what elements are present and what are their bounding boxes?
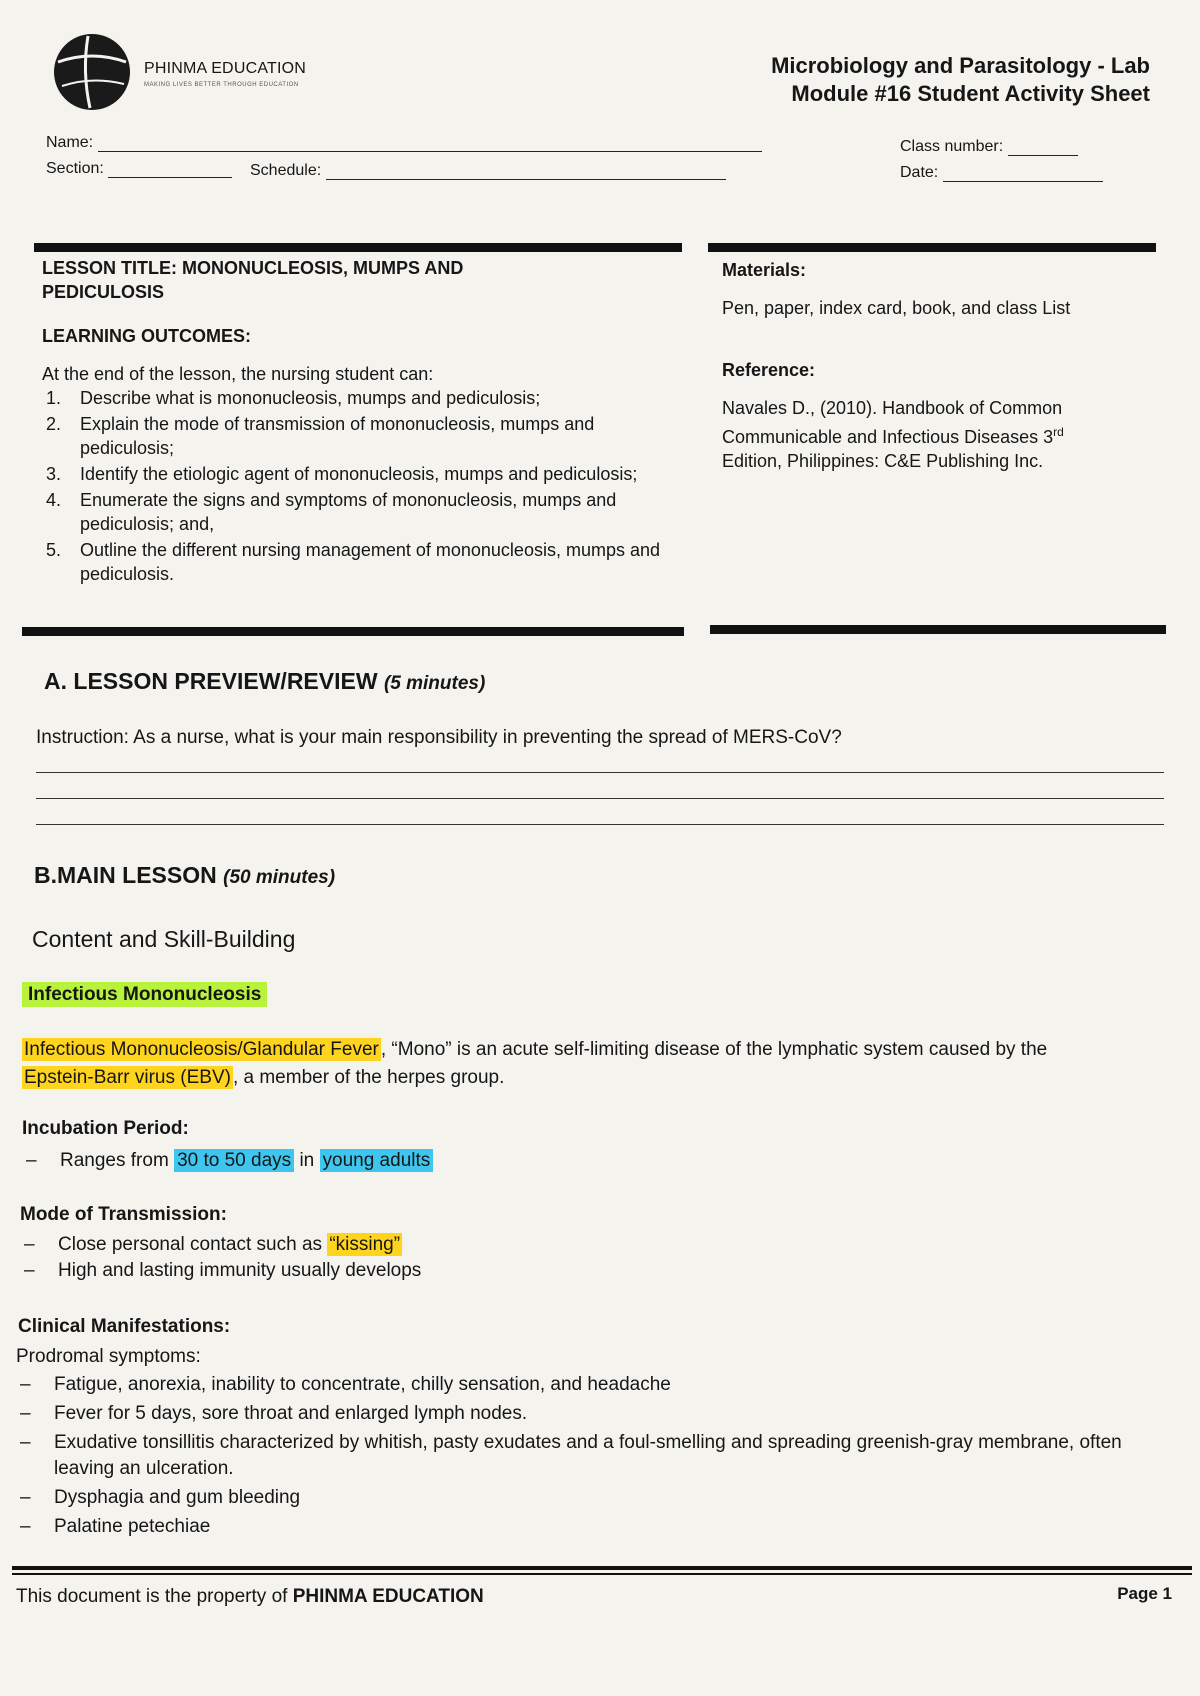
materials-box-top-border xyxy=(708,243,1156,252)
outcome-text: Explain the mode of transmission of mononucleosis, mumps and pediculosis; xyxy=(80,414,595,458)
transmission-text: High and lasting immunity usually develops xyxy=(58,1260,422,1281)
outcome-item xyxy=(42,462,662,486)
incubation-mid: in xyxy=(299,1150,315,1171)
outcome-number: 3. xyxy=(46,464,62,484)
prodromal-label: Prodromal symptoms: xyxy=(16,1346,201,1367)
transmission-heading: Mode of Transmission: xyxy=(20,1204,227,1225)
name-label: Name: xyxy=(46,134,94,151)
symptom-item xyxy=(16,1514,1136,1540)
symptom-text: Fever for 5 days, sore throat and enlarged lymph nodes. xyxy=(54,1403,528,1424)
answer-line-3[interactable] xyxy=(36,824,1164,825)
phinma-logo xyxy=(52,32,352,112)
transmission-list xyxy=(20,1232,421,1284)
section-b-duration: (50 minutes) xyxy=(223,867,336,888)
schedule-label: Schedule: xyxy=(250,162,322,179)
symptom-item xyxy=(16,1401,1136,1427)
schedule-line[interactable] xyxy=(326,163,726,180)
transmission-item xyxy=(20,1258,421,1284)
footer-prefix: This document is the property of xyxy=(16,1586,288,1607)
title-line-2: Module #16 Student Activity Sheet xyxy=(791,81,1150,106)
incubation-item xyxy=(22,1148,433,1174)
logo-name: PHINMA EDUCATION xyxy=(144,60,307,77)
symptom-text: Fatigue, anorexia, inability to concentrate, chilly sensation, and headache xyxy=(54,1374,671,1395)
outcome-item xyxy=(42,412,662,460)
lesson-box-top-border xyxy=(34,243,682,252)
footer-brand: PHINMA EDUCATION xyxy=(292,1586,484,1607)
answer-line-2[interactable] xyxy=(36,798,1164,799)
incubation-list xyxy=(22,1148,433,1174)
title-line-1: Microbiology and Parasitology - Lab xyxy=(771,53,1150,78)
symptom-text: Exudative tonsillitis characterized by whitish, pasty exudates and a foul-smelling and spreading greenish-gray membrane, often leaving an ulceration. xyxy=(54,1432,1122,1479)
footer-border-bottom xyxy=(12,1573,1192,1575)
outcome-text: Describe what is mononucleosis, mumps and pediculosis; xyxy=(80,388,541,408)
schedule-field[interactable] xyxy=(250,162,726,180)
reference-line-2 xyxy=(722,420,1142,449)
name-field[interactable] xyxy=(46,134,762,152)
logo-tagline: MAKING LIVES BETTER THROUGH EDUCATION xyxy=(144,82,299,88)
date-label: Date: xyxy=(900,164,939,181)
symptom-item xyxy=(16,1372,1136,1398)
topic-title: Infectious Mononucleosis xyxy=(22,982,267,1007)
name-line[interactable] xyxy=(98,135,762,152)
incubation-days: 30 to 50 days xyxy=(174,1149,294,1172)
footer-text xyxy=(16,1586,484,1608)
materials-box xyxy=(722,258,1142,473)
incubation-heading: Incubation Period: xyxy=(22,1118,189,1139)
clinical-heading: Clinical Manifestations: xyxy=(18,1316,231,1337)
outcome-item xyxy=(42,538,662,586)
lesson-box xyxy=(42,256,662,588)
lesson-title-line-2: PEDICULOSIS xyxy=(42,282,165,302)
outcome-text: Outline the different nursing management of mononucleosis, mumps and pediculosis. xyxy=(80,540,660,584)
transmission-prefix: Close personal contact such as xyxy=(58,1234,323,1255)
section-a-title: A. LESSON PREVIEW/REVIEW xyxy=(44,668,378,694)
materials-text: Pen, paper, index card, book, and class List xyxy=(722,298,1071,318)
symptom-text: Palatine petechiae xyxy=(54,1516,211,1537)
topic-heading xyxy=(22,984,267,1006)
transmission-highlight: “kissing” xyxy=(329,1234,401,1255)
reference-superscript: rd xyxy=(1053,425,1064,439)
date-field[interactable] xyxy=(900,164,1103,182)
outcome-number: 5. xyxy=(46,540,62,560)
answer-line-1[interactable] xyxy=(36,772,1164,773)
definition-agent: Epstein-Barr virus (EBV) xyxy=(24,1067,231,1088)
lesson-title-line-1: LESSON TITLE: MONONUCLEOSIS, MUMPS AND xyxy=(42,258,464,278)
section-a-instruction: Instruction: As a nurse, what is your main responsibility in preventing the spread of MERS-CoV? xyxy=(36,727,842,748)
section-field[interactable] xyxy=(46,160,232,178)
outcome-number: 1. xyxy=(46,388,62,408)
reference-line-3: Edition, Philippines: C&E Publishing Inc. xyxy=(722,451,1044,471)
incubation-group: young adults xyxy=(320,1149,434,1172)
outcome-item xyxy=(42,386,662,410)
section-a-heading xyxy=(44,668,485,695)
lesson-box-bottom-border xyxy=(22,627,684,636)
materials-box-bottom-border xyxy=(710,625,1166,634)
materials-heading: Materials: xyxy=(722,260,807,280)
footer-border-top xyxy=(12,1566,1192,1570)
symptoms-list xyxy=(16,1372,1136,1540)
phinma-globe-icon xyxy=(52,32,132,112)
section-a-duration: (5 minutes) xyxy=(383,673,486,694)
symptom-item xyxy=(16,1485,1136,1511)
incubation-prefix: Ranges from xyxy=(60,1150,169,1171)
definition-term: Infectious Mononucleosis/Glandular Fever xyxy=(24,1039,379,1060)
class-number-field[interactable] xyxy=(900,138,1078,156)
definition-paragraph xyxy=(22,1036,1172,1092)
reference-line-1: Navales D., (2010). Handbook of Common xyxy=(722,398,1063,418)
outcome-text: Identify the etiologic agent of mononucleosis, mumps and pediculosis; xyxy=(80,464,638,484)
outcomes-intro: At the end of the lesson, the nursing student can: xyxy=(42,364,434,384)
class-number-label: Class number: xyxy=(900,138,1004,155)
definition-text-1: , “Mono” is an acute self-limiting disease of the lymphatic system caused by the xyxy=(380,1039,1048,1060)
symptom-item xyxy=(16,1430,1136,1482)
outcome-item xyxy=(42,488,662,536)
section-label: Section: xyxy=(46,160,104,177)
reference-edition: Communicable and Infectious Diseases 3 xyxy=(722,427,1054,447)
date-line[interactable] xyxy=(943,165,1103,182)
symptom-text: Dysphagia and gum bleeding xyxy=(54,1487,301,1508)
definition-text-2: , a member of the herpes group. xyxy=(232,1067,505,1088)
outcome-number: 4. xyxy=(46,490,62,510)
reference-heading: Reference: xyxy=(722,360,816,380)
outcomes-heading: LEARNING OUTCOMES: xyxy=(42,326,251,346)
document-title xyxy=(771,52,1150,108)
section-line[interactable] xyxy=(108,161,232,178)
content-subtitle: Content and Skill-Building xyxy=(32,926,296,952)
page-number: Page 1 xyxy=(1117,1584,1172,1603)
outcomes-list xyxy=(42,386,662,586)
outcome-text: Enumerate the signs and symptoms of mononucleosis, mumps and pediculosis; and, xyxy=(80,490,617,534)
outcome-number: 2. xyxy=(46,414,62,434)
transmission-item xyxy=(20,1232,421,1258)
section-b-heading xyxy=(34,862,335,889)
section-b-title: B.MAIN LESSON xyxy=(34,862,217,888)
class-number-line[interactable] xyxy=(1008,139,1078,156)
